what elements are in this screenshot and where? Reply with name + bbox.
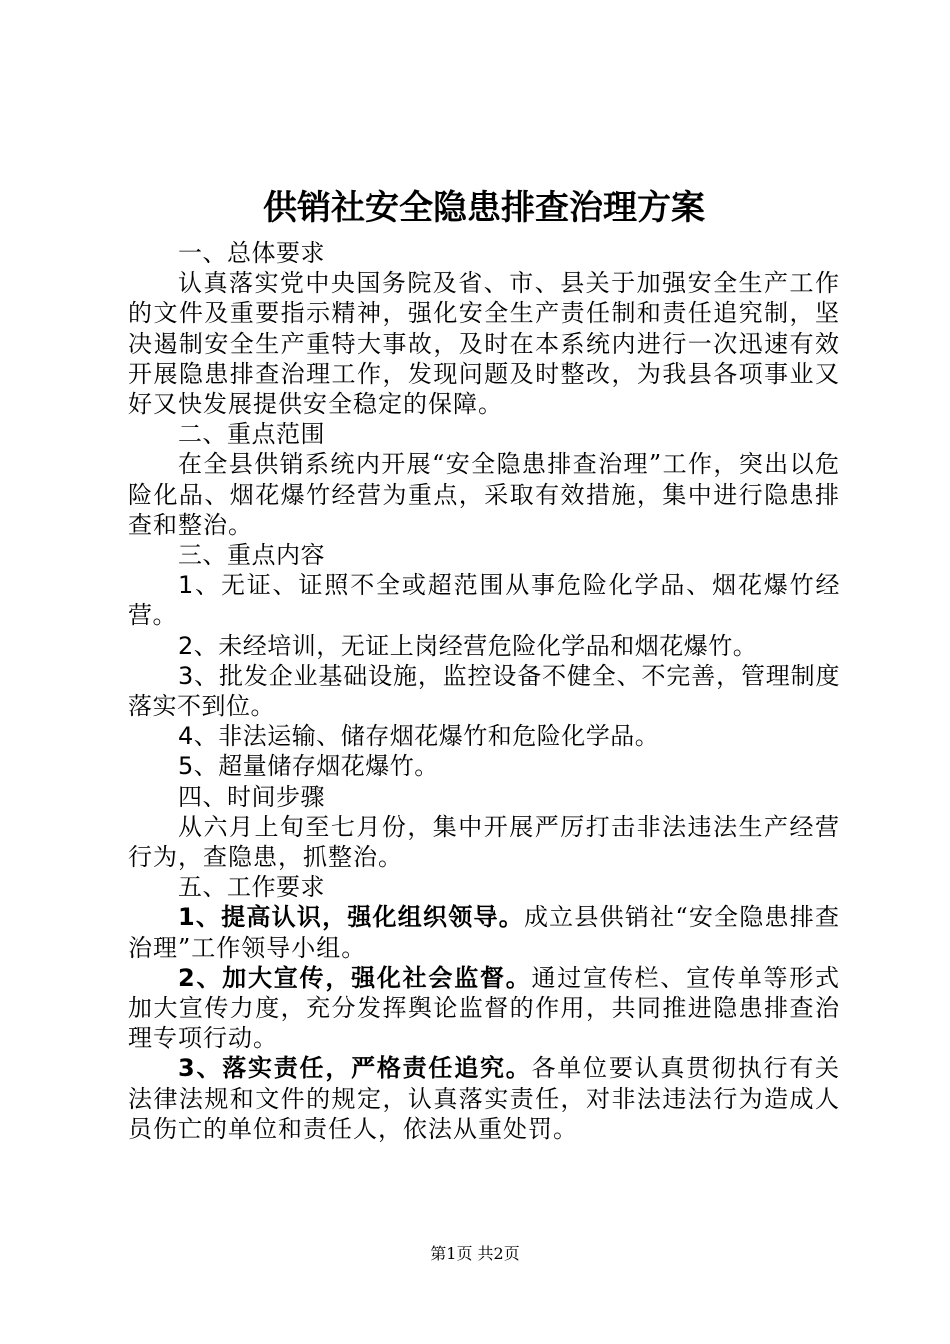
requirement-item [128,963,840,1054]
section-heading: 一、总体要求 [178,239,325,267]
page-footer: 第1页 共2页 [430,1244,520,1263]
list-item: 1、无证、证照不全或超范围从事危险化学品、烟花爆竹经营。 [128,571,840,630]
document-title: 供销社安全隐患排查治理方案 [263,188,705,228]
requirement-text: 通过宣传栏、宣传单等形式加大宣传力度，充分发挥舆论监督的作用，共同推进隐患排查治理专项行动。 [128,963,841,1053]
requirement-lead: 3、落实责任，严格责任追究。 [178,1054,532,1083]
section-paragraph: 认真落实党中央国务院及省、市、县关于加强安全生产工作的文件及重要指示精神，强化安全生产责任制和责任追究制，坚决遏制安全生产重特大事故，及时在本系统内进行一次迅速有效开展隐患排查治理工作，发现问题及时整改，为我县各项事业又好又快发展提供安全稳定的保障。 [128,269,840,419]
requirement-text: 各单位要认真贯彻执行有关法律法规和文件的规定，认真落实责任，对非法违法行为造成人员伤亡的单位和责任人，依法从重处罚。 [128,1054,841,1143]
requirement-item [128,902,840,962]
list-item: 4、非法运输、储存烟花爆竹和危险化学品。 [178,722,660,751]
section-heading: 三、重点内容 [178,541,325,570]
list-item: 5、超量储存烟花爆竹。 [178,752,439,781]
requirement-item [128,1053,840,1144]
requirement-lead: 2、加大宣传，强化社会监督。 [178,963,532,992]
requirement-lead: 1、提高认识，强化组织领导。 [178,903,524,932]
section-paragraph: 从六月上旬至七月份，集中开展严厉打击非法违法生产经营行为，查隐患，抓整治。 [128,812,840,872]
list-item: 3、批发企业基础设施，监控设备不健全、不完善，管理制度落实不到位。 [128,661,840,721]
requirement-text: 成立县供销社“安全隐患排查治理”工作领导小组。 [128,903,840,962]
section-heading: 二、重点范围 [178,420,325,449]
section-heading: 五、工作要求 [178,873,325,902]
document-body [128,184,840,1144]
list-item: 2、未经培训，无证上岗经营危险化学品和烟花爆竹。 [178,631,758,660]
section-paragraph: 在全县供销系统内开展“安全隐患排查治理”工作，突出以危险化品、烟花爆竹经营为重点，采取有效措施，集中进行隐患排查和整治。 [128,450,840,539]
section-heading: 四、时间步骤 [178,782,325,811]
